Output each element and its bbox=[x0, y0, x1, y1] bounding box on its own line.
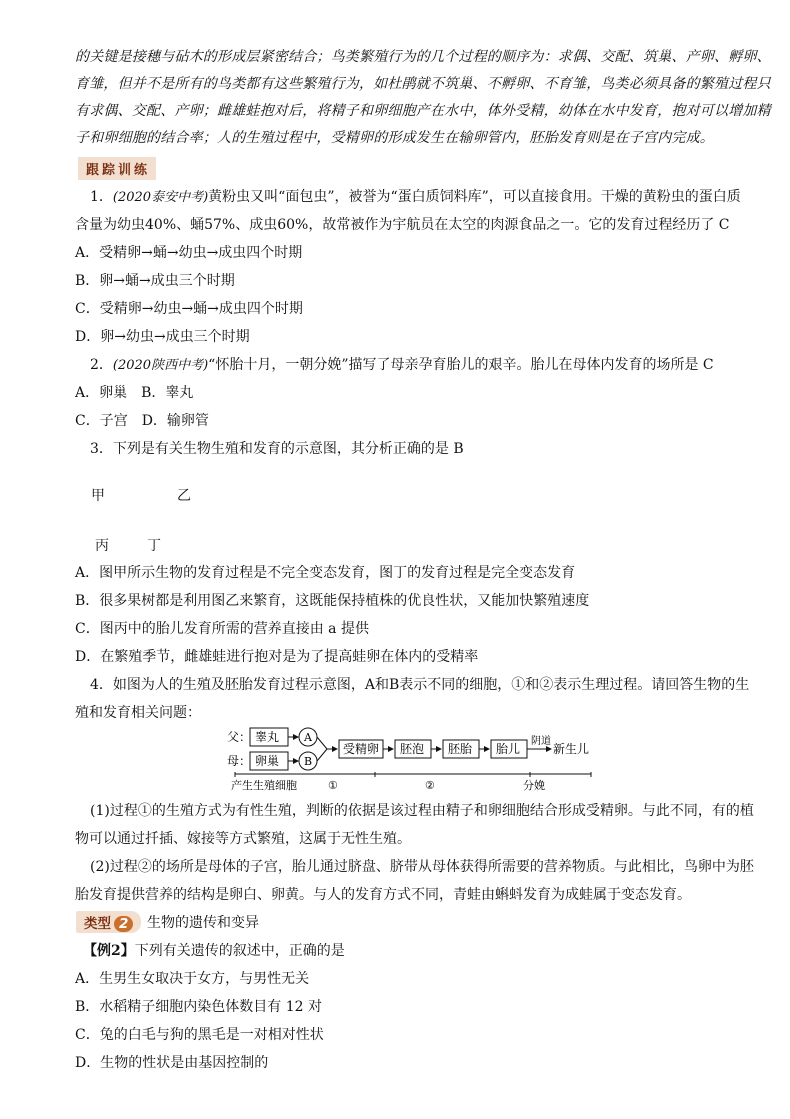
q1-line-2: 含量为幼虫40%、蛹57%、成虫60%，故常被作为宇航员在太空的肉源食品之一。它的发育过程经历了 C bbox=[75, 217, 730, 233]
reproduction-diagram bbox=[225, 722, 595, 794]
q3-option-c: C．图丙中的胎儿发育所需的营养直接由 a 提供 bbox=[75, 621, 369, 637]
ex2-option-c: C．兔的白毛与狗的黑毛是一对相对性状 bbox=[75, 1027, 324, 1043]
stage-produce-gametes: 产生生殖细胞 bbox=[231, 779, 297, 792]
q1-source: (2020泰安中考) bbox=[112, 190, 209, 205]
stage-process-1: ① bbox=[328, 779, 338, 792]
example-2-line bbox=[83, 940, 345, 960]
vagina-label: 阴道 bbox=[531, 736, 551, 747]
stage-process-2: ② bbox=[425, 779, 435, 792]
blastocyst-label: 胚泡 bbox=[400, 742, 425, 756]
father-label: 父： bbox=[227, 730, 252, 744]
stage-delivery: 分娩 bbox=[523, 779, 545, 792]
type-badge-number: 2 bbox=[114, 916, 133, 932]
q2-options-ab: A．卵巢 B．睾丸 bbox=[75, 385, 194, 401]
fetus-label: 胎儿 bbox=[496, 742, 521, 756]
q2-number: 2． bbox=[90, 357, 113, 373]
ovary-label: 卵巢 bbox=[255, 754, 280, 768]
q4-answer-2-line-2: 胎发育提供营养的结构是卵白、卵黄。与人的发育方式不同，青蛙由蝌蚪发育为成蛙属于变态发育。 bbox=[75, 887, 691, 903]
q4-answer-2-line-1: (2)过程②的场所是母体的子宫，胎儿通过脐盘、脐带从母体获得所需要的营养物质。与此相比，鸟卵中为胚 bbox=[90, 859, 754, 875]
q2-options-cd: C．子宫 D．输卵管 bbox=[75, 413, 209, 429]
q1-option-c: C．受精卵→幼虫→蛹→成虫四个时期 bbox=[75, 301, 303, 317]
q2-source: (2020陕西中考) bbox=[112, 358, 209, 373]
zygote-label: 受精卵 bbox=[343, 742, 380, 756]
cell-a-label: A bbox=[304, 731, 312, 744]
q4-answer-1-line-2: 物可以通过扦插、嫁接等方式繁殖，这属于无性生殖。 bbox=[75, 831, 411, 847]
example-2-text: 下列有关遗传的叙述中，正确的是 bbox=[134, 943, 345, 959]
type-badge bbox=[76, 911, 141, 933]
cell-b-label: B bbox=[304, 755, 313, 768]
intro-line-4: 子和卵细胞的结合率；人的生殖过程中，受精卵的形成发生在输卵管内，胚胎发育则是在子宫内完成。 bbox=[75, 130, 714, 146]
q3-option-d: D．在繁殖季节，雌雄蛙进行抱对是为了提高蛙卵在体内的受精率 bbox=[75, 649, 479, 665]
q1-option-a: A．受精卵→蛹→幼虫→成虫四个时期 bbox=[75, 245, 303, 261]
testis-label: 睾丸 bbox=[255, 730, 280, 744]
intro-line-3: 有求偶、交配、产卵；雌雄蛙抱对后，将精子和卵细胞产在水中，体外受精，幼体在水中发育，抱对可以增加精 bbox=[75, 103, 771, 119]
q1-option-d: D．卵→幼虫→成虫三个时期 bbox=[75, 329, 250, 345]
q4-line-2: 殖和发育相关问题： bbox=[75, 705, 201, 721]
embryo-label: 胚胎 bbox=[448, 742, 473, 756]
q1-option-b: B．卵→蛹→成虫三个时期 bbox=[75, 273, 235, 289]
type-title: 生物的遗传和变异 bbox=[147, 915, 259, 931]
newborn-label: 新生儿 bbox=[553, 742, 590, 756]
q4-answer-1-line-1: (1)过程①的生殖方式为有性生殖，判断的依据是该过程由精子和卵细胞结合形成受精卵。与此不同，有的植 bbox=[90, 803, 754, 819]
section-tag: 跟踪训练 bbox=[78, 157, 156, 180]
intro-line-1: 的关键是接穗与砧木的形成层紧密结合；鸟类繁殖行为的几个过程的顺序为：求偶、交配、筑巢、产卵、孵卵、 bbox=[75, 49, 771, 65]
type-badge-label: 类型 bbox=[84, 916, 111, 932]
q1-number: 1． bbox=[90, 189, 113, 205]
ex2-option-d: D．生物的性状是由基因控制的 bbox=[75, 1055, 269, 1071]
q3-option-b: B．很多果树都是利用图乙来繁育，这既能保持植株的优良性状，又能加快繁殖速度 bbox=[75, 593, 590, 609]
q1-line-1 bbox=[90, 186, 741, 206]
q2-line bbox=[90, 354, 714, 374]
figure-label-ding: 丁 bbox=[147, 538, 161, 554]
ex2-option-b: B．水稻精子细胞内染色体数目有 12 对 bbox=[75, 999, 323, 1015]
figure-label-bing: 丙 bbox=[95, 538, 109, 554]
q3-option-a: A．图甲所示生物的发育过程是不完全变态发育，图丁的发育过程是完全变态发育 bbox=[75, 565, 576, 581]
ex2-option-a: A．生男生女取决于女方，与男性无关 bbox=[75, 971, 310, 987]
figure-label-yi: 乙 bbox=[177, 488, 191, 504]
mother-label: 母： bbox=[227, 754, 252, 768]
figure-label-jia: 甲 bbox=[91, 488, 105, 504]
example-2-label: 【例2】 bbox=[83, 943, 135, 959]
q1-text-1: 黄粉虫又叫“面包虫”，被誉为“蛋白质饲料库”，可以直接食用。干燥的黄粉虫的蛋白质 bbox=[208, 189, 741, 205]
q3-question: 3．下列是有关生物生殖和发育的示意图，其分析正确的是 B bbox=[90, 441, 464, 457]
q2-text: “怀胎十月，一朝分娩”描写了母亲孕育胎儿的艰辛。胎儿在母体内发育的场所是 C bbox=[208, 357, 714, 373]
q4-line-1: 4．如图为人的生殖及胚胎发育过程示意图，A和B表示不同的细胞，①和②表示生理过程。请回答生物的生 bbox=[90, 677, 750, 693]
intro-line-2: 育雏，但并不是所有的鸟类都有这些繁殖行为，如杜鹃就不筑巢、不孵卵、不育雏，鸟类必须具备的繁殖过程只 bbox=[75, 76, 771, 92]
